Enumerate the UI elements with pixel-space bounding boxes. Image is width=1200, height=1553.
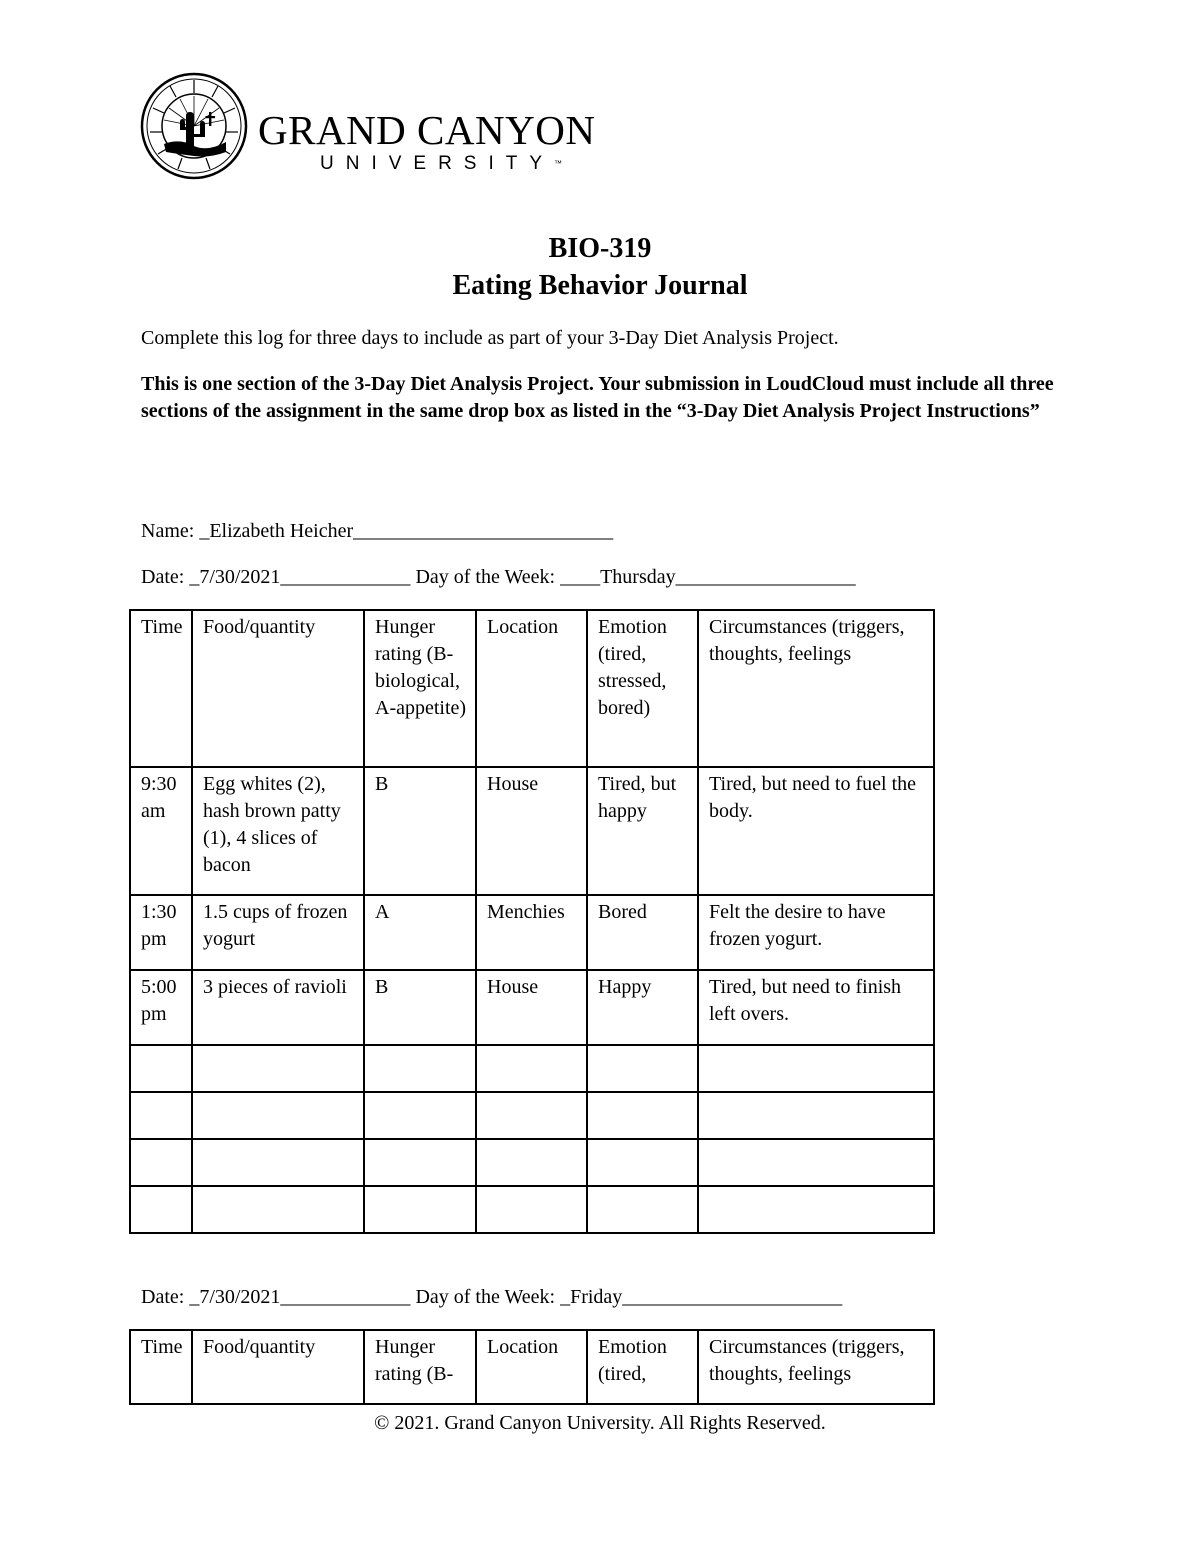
header-hunger: Hunger rating (B-biological, A-appetite) xyxy=(364,610,476,767)
course-code: BIO-319 xyxy=(548,233,652,264)
date-label: Date: xyxy=(141,1286,190,1308)
table-row xyxy=(130,767,934,895)
brand-wordmark xyxy=(258,108,595,176)
day1-date-line xyxy=(141,564,856,590)
table-row xyxy=(130,895,934,970)
cell-location: Menchies xyxy=(476,895,587,970)
cell-location: House xyxy=(476,767,587,895)
cell-hunger: B xyxy=(364,767,476,895)
header-time: Time xyxy=(130,610,192,767)
intro-text: Complete this log for three days to include as part of your 3-Day Diet Analysis Project. xyxy=(141,327,839,349)
day-of-week-label: Day of the Week: xyxy=(410,566,561,588)
empty-row xyxy=(130,1045,934,1092)
cell-circumstances: Felt the desire to have frozen yogurt. xyxy=(698,895,934,970)
header-location: Location xyxy=(476,610,587,767)
date-value: _7/30/2021_____________ xyxy=(189,566,411,588)
table-header-row xyxy=(130,1330,934,1404)
day2-journal-table xyxy=(129,1329,935,1405)
cell-food: 1.5 cups of frozen yogurt xyxy=(192,895,364,970)
date-value: _7/30/2021_____________ xyxy=(189,1286,411,1308)
header-food: Food/quantity xyxy=(192,610,364,767)
cell-time: 5:00 pm xyxy=(130,970,192,1045)
copyright-footer: © 2021. Grand Canyon University. All Rights Reserved. xyxy=(374,1412,826,1434)
header-circumstances: Circumstances (triggers, thoughts, feelings xyxy=(698,610,934,767)
cell-emotion: Happy xyxy=(587,970,698,1045)
name-value: _Elizabeth Heicher__________________________ xyxy=(199,520,614,542)
empty-row xyxy=(130,1139,934,1186)
cell-time: 9:30 am xyxy=(130,767,192,895)
name-label: Name: xyxy=(141,520,200,542)
table-row xyxy=(130,970,934,1045)
trademark-symbol: ™ xyxy=(554,159,563,168)
empty-row xyxy=(130,1092,934,1139)
header-circumstances: Circumstances (triggers, thoughts, feelings xyxy=(698,1330,934,1404)
cell-circumstances: Tired, but need to finish left overs. xyxy=(698,970,934,1045)
cell-hunger: A xyxy=(364,895,476,970)
header-food: Food/quantity xyxy=(192,1330,364,1404)
header-time: Time xyxy=(130,1330,192,1404)
day-of-week-value: ____Thursday__________________ xyxy=(560,566,856,588)
cell-emotion: Tired, but happy xyxy=(587,767,698,895)
name-field xyxy=(141,518,613,544)
cell-emotion: Bored xyxy=(587,895,698,970)
submission-notice: This is one section of the 3-Day Diet Analysis Project. Your submission in LoudCloud must include all three sections of the assignment in the same drop box as listed in the “3-Day Diet Analysis Project Instructions” xyxy=(141,373,1054,422)
brand-name: GRAND CANYON xyxy=(258,107,596,153)
university-seal-icon xyxy=(140,72,248,180)
date-label: Date: xyxy=(141,566,190,588)
cell-food: 3 pieces of ravioli xyxy=(192,970,364,1045)
brand-subtitle: UNIVERSITY™ xyxy=(320,153,563,174)
cell-food: Egg whites (2), hash brown patty (1), 4 slices of bacon xyxy=(192,767,364,895)
cell-time: 1:30 pm xyxy=(130,895,192,970)
day-of-week-label: Day of the Week: xyxy=(410,1286,561,1308)
table-header-row xyxy=(130,610,934,767)
cell-hunger: B xyxy=(364,970,476,1045)
cell-circumstances: Tired, but need to fuel the body. xyxy=(698,767,934,895)
cell-location: House xyxy=(476,970,587,1045)
day-of-week-value: _Friday______________________ xyxy=(560,1286,843,1308)
day2-date-line xyxy=(141,1284,842,1310)
university-logo xyxy=(140,72,620,182)
header-hunger: Hunger rating (B- xyxy=(364,1330,476,1404)
empty-row xyxy=(130,1186,934,1233)
day1-journal-table xyxy=(129,609,935,1234)
page-title: Eating Behavior Journal xyxy=(452,270,748,301)
header-emotion: Emotion (tired, stressed, bored) xyxy=(587,610,698,767)
header-location: Location xyxy=(476,1330,587,1404)
header-emotion: Emotion (tired, xyxy=(587,1330,698,1404)
